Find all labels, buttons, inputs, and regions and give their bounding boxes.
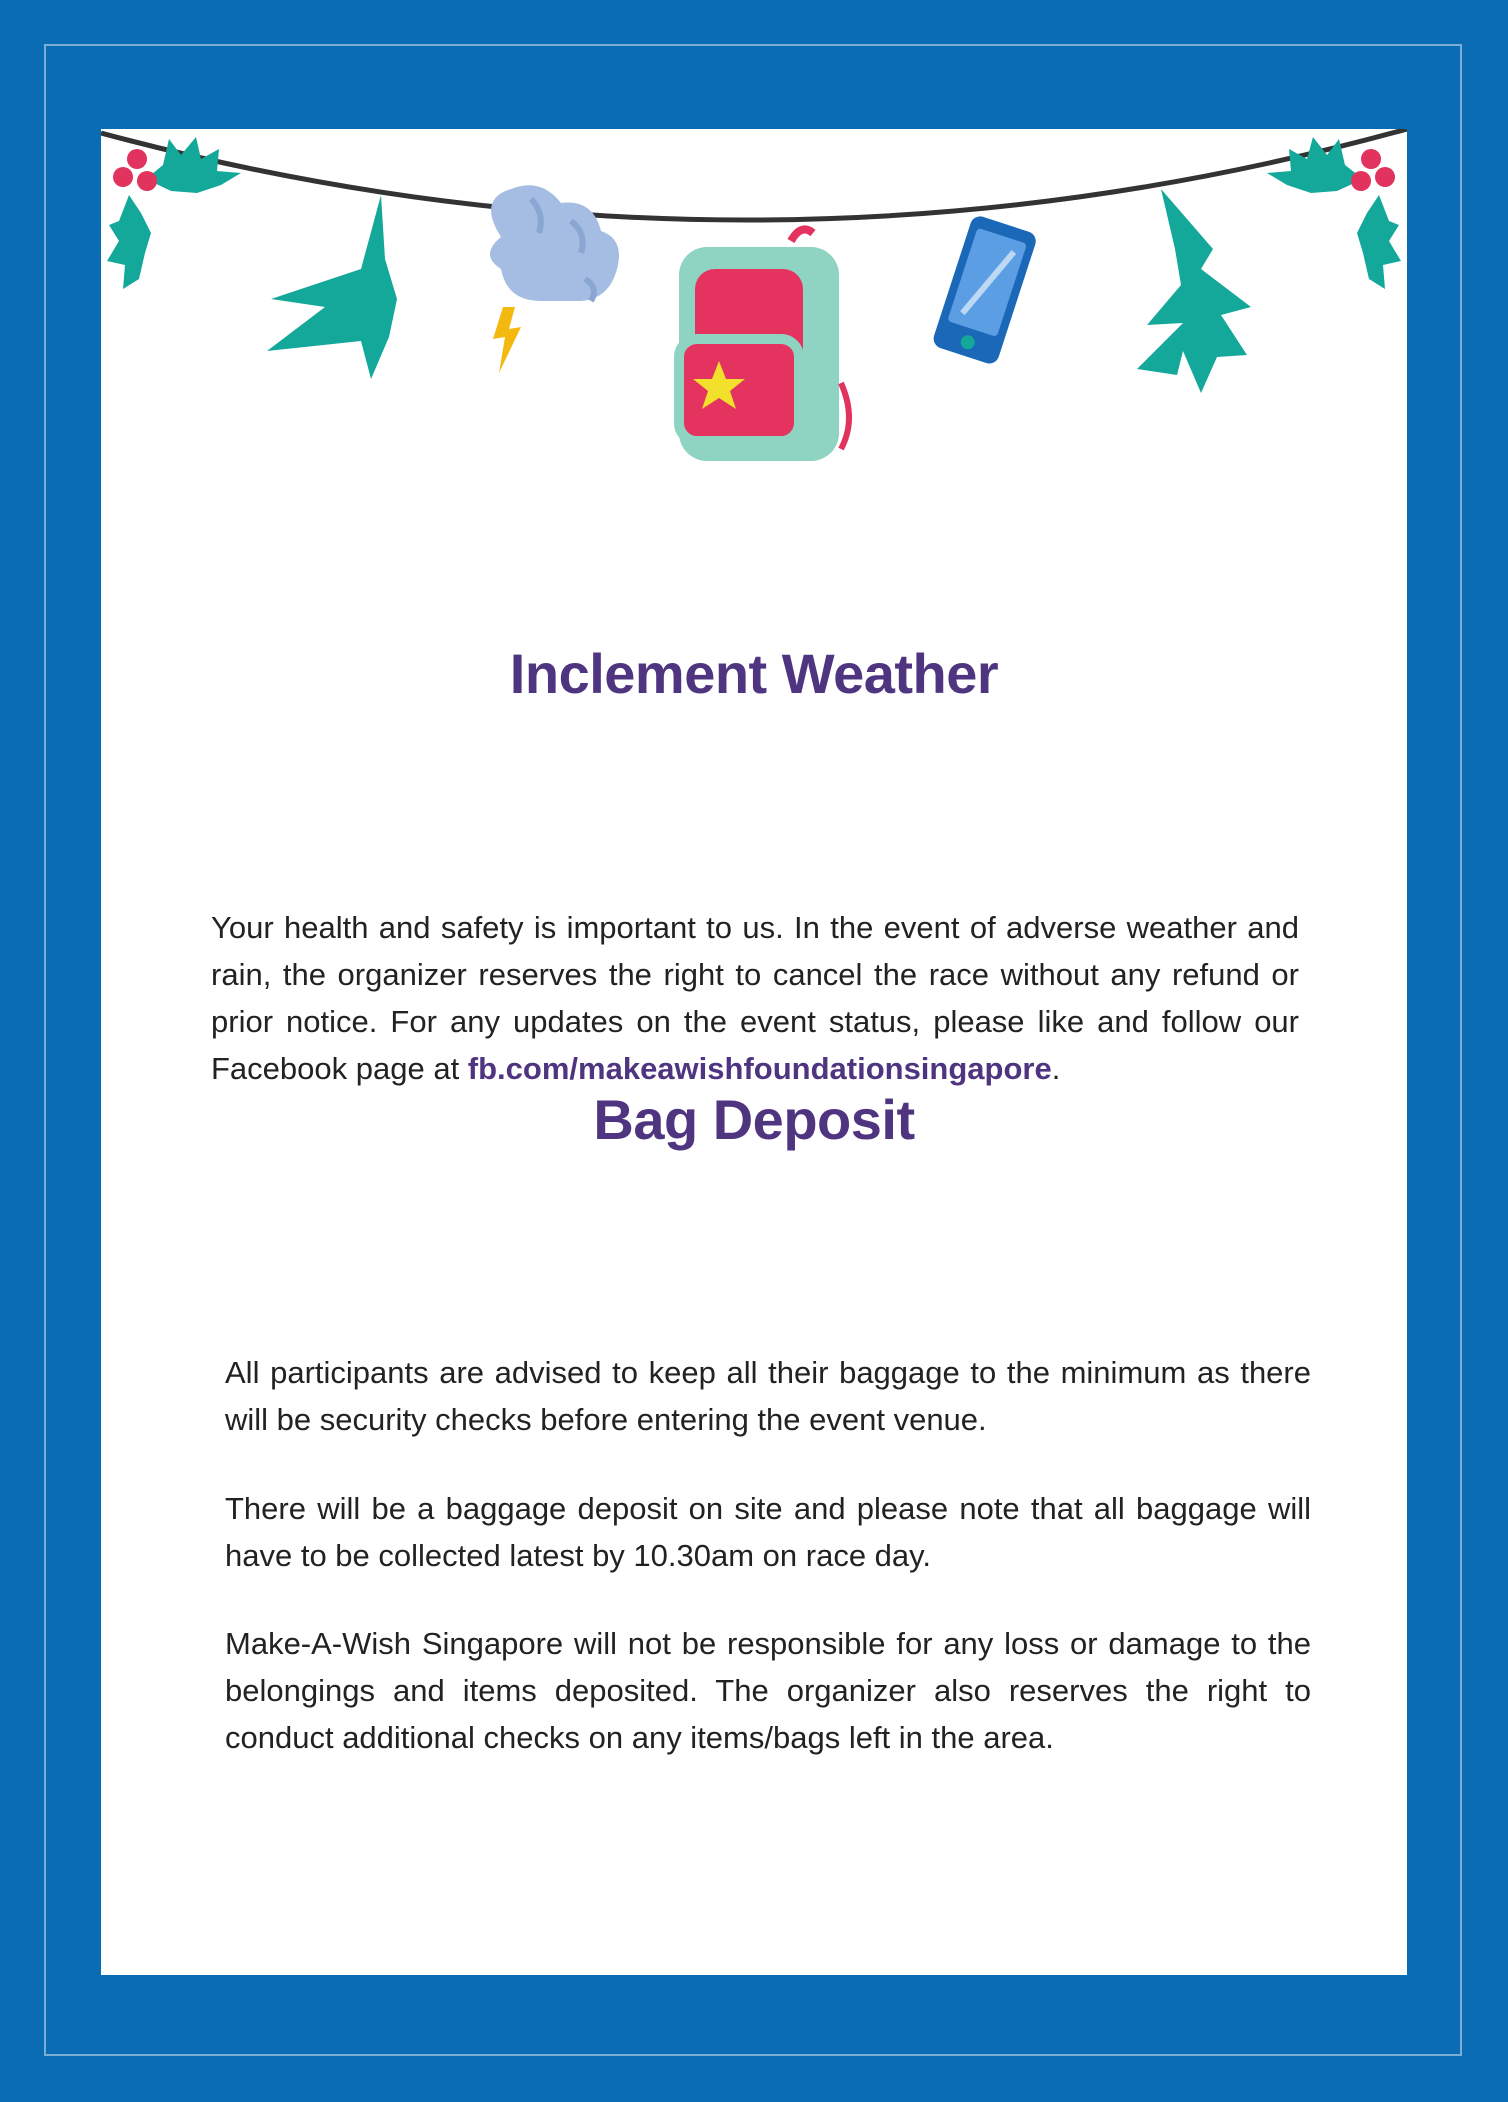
page-card	[101, 129, 1407, 1975]
inclement-weather-text: Your health and safety is important to us. In the event of adverse weather and rain, the organizer reserves the right to cancel the race without any refund or prior notice. For any updates on the event status, please like and follow our Facebook page at	[211, 910, 1299, 1086]
facebook-page-link[interactable]: fb.com/makeawishfoundationsingapore	[467, 1051, 1052, 1086]
bag-deposit-heading: Bag Deposit	[593, 1088, 915, 1151]
mobile-phone-icon	[931, 214, 1038, 366]
garland-string	[101, 129, 1407, 220]
garland-illustration	[101, 129, 1407, 499]
bag-deposit-paragraph-3: Make-A-Wish Singapore will not be responsible for any loss or damage to the belongings and items deposited. The organizer also reserves the right to conduct additional checks on any items/bags left in the area.	[225, 1626, 1311, 1755]
pine-tree-icon	[1137, 189, 1251, 393]
inclement-weather-paragraph	[211, 904, 1299, 1092]
inclement-weather-text-end: .	[1051, 1051, 1061, 1086]
bag-deposit-paragraph-1: All participants are advised to keep all their baggage to the minimum as there will be security checks before entering the event venue.	[225, 1355, 1311, 1437]
backpack-icon	[679, 229, 849, 461]
inclement-weather-heading: Inclement Weather	[509, 642, 999, 705]
bag-deposit-paragraph-2: There will be a baggage deposit on site and please note that all baggage will have to be collected latest by 10.30am on race day.	[225, 1491, 1311, 1573]
pine-tree-icon	[267, 195, 397, 379]
